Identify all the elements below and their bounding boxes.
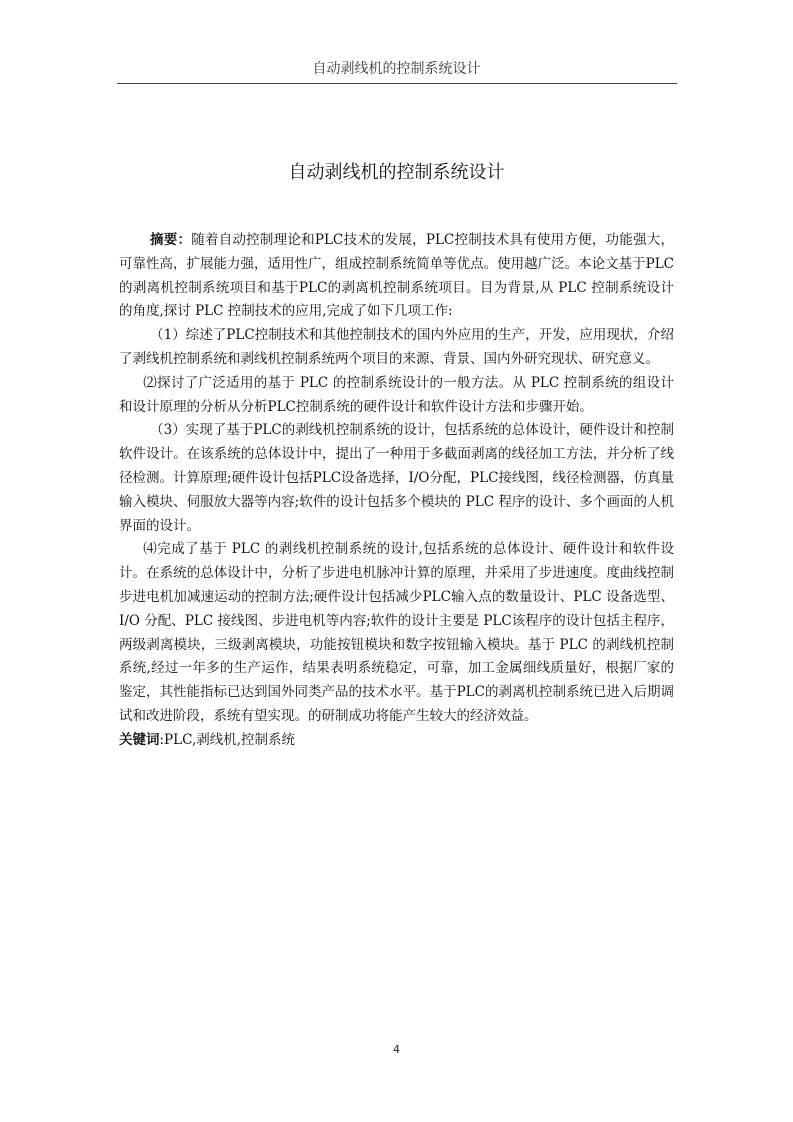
- header-divider: [117, 83, 677, 84]
- keywords-label: 关键词: [119, 731, 160, 748]
- abstract-label: 摘要：: [150, 232, 192, 248]
- running-header: 自动剥线机的控制系统设计: [312, 61, 481, 77]
- abstract-intro-text: 随着自动控制理论和PLC技术的发展，PLC控制技术具有使用方便，功能强大，可靠性高，扩展能力强，适用性广，组成控制系统简单等优点。使用越广泛。本论文基于PLC的剥离机控制系统项目和基于PLC的剥离机控制系统项目。目为背景,从 PLC 控制系统设计的角度,探讨 PLC 控制技术的应用,完成了如下几项工作:: [119, 232, 674, 320]
- page-number: 4: [393, 1043, 400, 1056]
- document-title: 自动剥线机的控制系统设计: [288, 162, 505, 183]
- abstract-item-3: （3）实现了基于PLC的剥线机控制系统的设计，包括系统的总体设计，硬件设计和控制软件设计。在该系统的总体设计中，提出了一种用于多截面剥离的线径加工方法，并分析了线径检测。计算原理;硬件设计包括PLC设备选择，I/O分配，PLC接线图，线径检测器，仿真量输入模块、伺服放大器等内容;软件的设计包括多个模块的 PLC 程序的设计、多个画面的人机界面的设计。: [119, 422, 674, 534]
- keywords-value: :PLC,剥线机,控制系统: [159, 731, 296, 748]
- abstract-item-2: ⑵探讨了广泛适用的基于 PLC 的控制系统设计的一般方法。从 PLC 控制系统的组设计和设计原理的分析从分析PLC控制系统的硬件设计和软件设计方法和步骤开始。: [119, 374, 674, 415]
- abstract-item-4: ⑷完成了基于 PLC 的剥线机控制系统的设计,包括系统的总体设计、硬件设计和软件设计。在系统的总体设计中，分析了步进电机脉冲计算的原理，并采用了步进速度。度曲线控制步进电机加减速运动的控制方法;硬件设计包括减少PLC输入点的数量设计、PLC 设备选型、I/O 分配、PLC 接线图、步进电机等内容;软件的设计主要是 PLC该程序的设计包括主程序，两级剥离模块，三级剥离模块，功能按钮模块和数字按钮输入模块。基于 PLC 的剥线机控制系统,经过一年多的生产运作，结果表明系统稳定，可靠，加工金属细线质量好，根据厂家的鉴定，其性能指标已达到国外同类产品的技术水平。基于PLC的剥离机控制系统已进入后期调试和改进阶段，系统有望实现。的研制成功将能产生较大的经济效益。: [119, 541, 674, 724]
- abstract-intro-paragraph: [119, 229, 674, 324]
- keywords-line: [119, 729, 674, 753]
- abstract-item-1: （1）综述了PLC控制技术和其他控制技术的国内外应用的生产，开发，应用现状，介绍了剥线机控制系统和剥线机控制系统两个项目的来源、背景、国内外研究现状、研究意义。: [119, 327, 674, 367]
- abstract-body: [119, 229, 674, 753]
